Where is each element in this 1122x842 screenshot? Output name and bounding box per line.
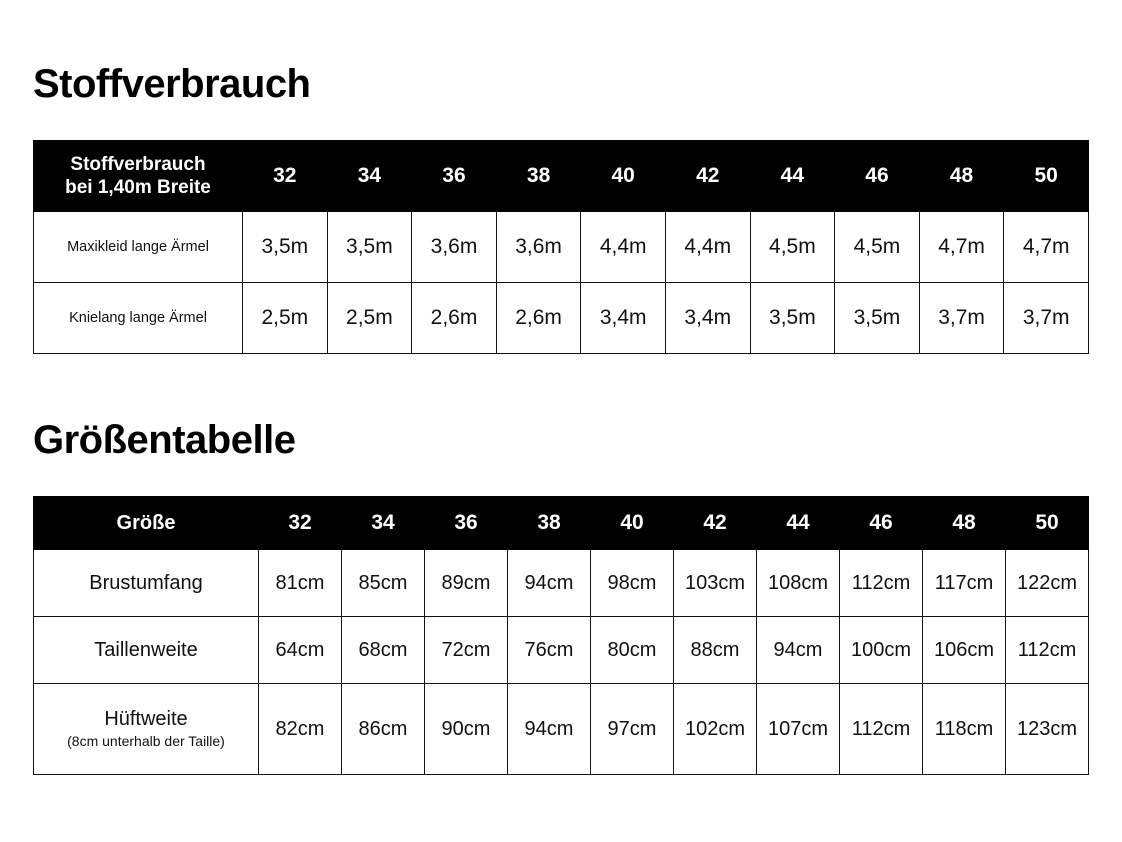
fabric-row-label-knielang: Knielang lange Ärmel [34, 283, 243, 354]
size-cell: 108cm [757, 550, 840, 617]
size-cell: 112cm [1006, 617, 1089, 684]
size-chart-table [33, 496, 1089, 775]
size-cell: 107cm [757, 684, 840, 775]
size-cell: 88cm [674, 617, 757, 684]
size-cell: 94cm [757, 617, 840, 684]
fabric-size-header-34: 34 [327, 141, 412, 212]
size-cell: 118cm [923, 684, 1006, 775]
fabric-size-header-48: 48 [919, 141, 1004, 212]
size-cell: 98cm [591, 550, 674, 617]
table-row [34, 550, 1089, 617]
page-title-groessentabelle: Größentabelle [33, 418, 296, 463]
fabric-cell: 4,4m [665, 212, 750, 283]
fabric-cell: 3,4m [581, 283, 666, 354]
size-cell: 94cm [508, 684, 591, 775]
fabric-cell: 3,6m [496, 212, 581, 283]
size-row-label-hueftweite-main: Hüftweite [104, 708, 188, 731]
size-cell: 68cm [342, 617, 425, 684]
size-cell: 122cm [1006, 550, 1089, 617]
fabric-cell: 2,5m [243, 283, 328, 354]
fabric-cell: 3,5m [243, 212, 328, 283]
fabric-cell: 2,6m [496, 283, 581, 354]
fabric-cell: 3,6m [412, 212, 497, 283]
size-header-50: 50 [1006, 497, 1089, 550]
fabric-size-header-42: 42 [665, 141, 750, 212]
fabric-cell: 4,7m [919, 212, 1004, 283]
size-cell: 102cm [674, 684, 757, 775]
size-cell: 89cm [425, 550, 508, 617]
size-row-label-hueftweite-note: (8cm unterhalb der Taille) [67, 733, 225, 750]
fabric-size-header-46: 46 [835, 141, 920, 212]
fabric-header-label-line1: Stoffverbrauch [70, 154, 206, 175]
size-cell: 94cm [508, 550, 591, 617]
fabric-consumption-table [33, 140, 1089, 354]
fabric-cell: 3,5m [327, 212, 412, 283]
fabric-cell: 2,5m [327, 283, 412, 354]
size-cell: 81cm [259, 550, 342, 617]
size-header-48: 48 [923, 497, 1006, 550]
fabric-row-label-maxikleid: Maxikleid lange Ärmel [34, 212, 243, 283]
fabric-cell: 4,4m [581, 212, 666, 283]
fabric-size-header-44: 44 [750, 141, 835, 212]
table-row [34, 684, 1089, 775]
size-header-42: 42 [674, 497, 757, 550]
fabric-cell: 3,7m [1004, 283, 1089, 354]
fabric-table-body [34, 212, 1089, 354]
fabric-cell: 4,7m [1004, 212, 1089, 283]
size-header-40: 40 [591, 497, 674, 550]
size-cell: 103cm [674, 550, 757, 617]
fabric-cell: 3,4m [665, 283, 750, 354]
size-cell: 82cm [259, 684, 342, 775]
size-header-34: 34 [342, 497, 425, 550]
size-header-44: 44 [757, 497, 840, 550]
size-cell: 90cm [425, 684, 508, 775]
fabric-cell: 4,5m [750, 212, 835, 283]
fabric-cell: 3,5m [835, 283, 920, 354]
fabric-header-label-line2: bei 1,40m Breite [65, 177, 211, 199]
size-row-label-brustumfang: Brustumfang [34, 550, 259, 617]
size-cell: 86cm [342, 684, 425, 775]
table-row [34, 283, 1089, 354]
size-cell: 100cm [840, 617, 923, 684]
page-title-stoffverbrauch: Stoffverbrauch [33, 62, 311, 106]
size-table-body [34, 550, 1089, 775]
size-header-36: 36 [425, 497, 508, 550]
size-table-header [34, 497, 1089, 550]
size-cell: 80cm [591, 617, 674, 684]
table-header-row [34, 141, 1089, 212]
fabric-cell: 4,5m [835, 212, 920, 283]
size-cell: 97cm [591, 684, 674, 775]
size-cell: 106cm [923, 617, 1006, 684]
size-header-38: 38 [508, 497, 591, 550]
size-cell: 64cm [259, 617, 342, 684]
size-header-46: 46 [840, 497, 923, 550]
size-cell: 123cm [1006, 684, 1089, 775]
size-cell: 72cm [425, 617, 508, 684]
size-row-label-hueftweite [34, 684, 259, 775]
fabric-size-header-36: 36 [412, 141, 497, 212]
size-cell: 112cm [840, 550, 923, 617]
fabric-size-header-50: 50 [1004, 141, 1089, 212]
fabric-table-header [34, 141, 1089, 212]
fabric-cell: 3,5m [750, 283, 835, 354]
fabric-size-header-38: 38 [496, 141, 581, 212]
size-cell: 85cm [342, 550, 425, 617]
size-cell: 117cm [923, 550, 1006, 617]
size-header-label: Größe [34, 497, 259, 550]
fabric-cell: 3,7m [919, 283, 1004, 354]
size-row-label-taillenweite: Taillenweite [34, 617, 259, 684]
table-header-row [34, 497, 1089, 550]
size-header-32: 32 [259, 497, 342, 550]
fabric-cell: 2,6m [412, 283, 497, 354]
size-cell: 76cm [508, 617, 591, 684]
table-row [34, 212, 1089, 283]
fabric-header-label [34, 141, 243, 212]
fabric-size-header-32: 32 [243, 141, 328, 212]
fabric-size-header-40: 40 [581, 141, 666, 212]
table-row [34, 617, 1089, 684]
size-cell: 112cm [840, 684, 923, 775]
